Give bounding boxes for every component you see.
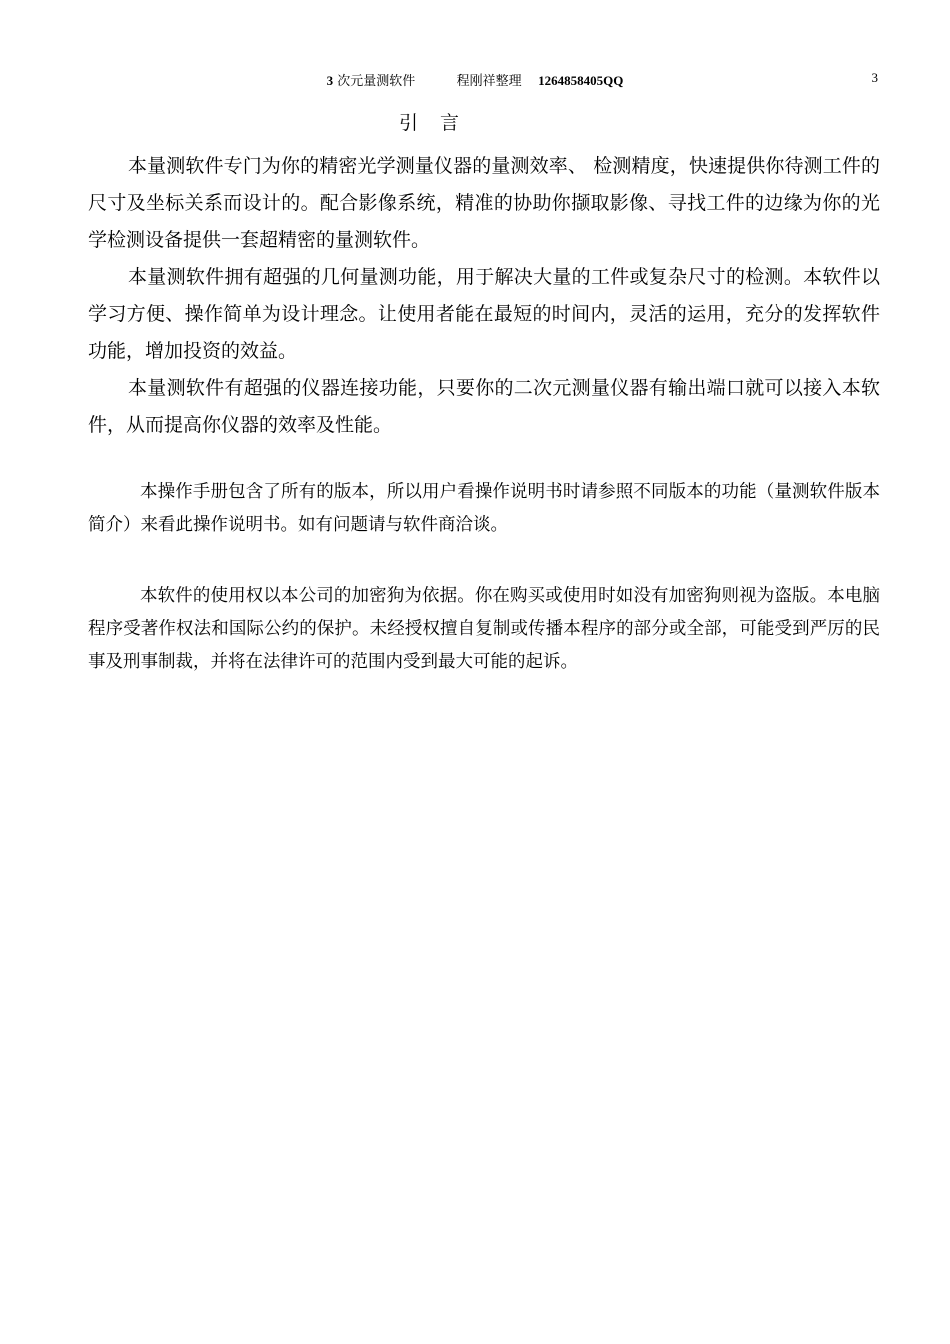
header-contact: 1264858405QQ: [538, 73, 624, 88]
page-number: 3: [871, 70, 878, 85]
license-note: 本软件的使用权以本公司的加密狗为依据。你在购买或使用时如没有加密狗则视为盗版。本电脑程序受著作权法和国际公约的保护。未经授权擅自复制或传播本程序的部分或全部，可能受到严厉的民事及刑事制裁，并将在法律许可的范围内受到最大可能的起诉。: [88, 586, 880, 672]
intro-section: [88, 148, 880, 444]
header-product-name: 次元量测软件: [337, 74, 416, 89]
intro-paragraph: 本量测软件有超强的仪器连接功能，只要你的二次元测量仪器有输出端口就可以接入本软件，从而提高你仪器的效率及性能。: [88, 377, 880, 436]
page-header: [0, 70, 950, 92]
header-compiler: 程刚祥整理: [456, 74, 522, 89]
header-line: [0, 70, 950, 89]
intro-paragraph: 本量测软件拥有超强的几何量测功能，用于解决大量的工件或复杂尺寸的检测。本软件以学习方便、操作简单为设计理念。让使用者能在最短的时间内，灵活的运用，充分的发挥软件功能，增加投资的效益。: [88, 266, 880, 362]
header-version-number: 3: [326, 73, 334, 88]
section-title: 引言: [398, 112, 481, 134]
manual-scope-note: 本操作手册包含了所有的版本，所以用户看操作说明书时请参照不同版本的功能（量测软件版本简介）来看此操作说明书。如有问题请与软件商洽谈。: [88, 482, 880, 535]
intro-paragraph: 本量测软件专门为你的精密光学测量仪器的量测效率、 检测精度，快速提供你待测工件的尺寸及坐标关系而设计的。配合影像系统，精准的协助你撷取影像、寻找工件的边缘为你的光学检测设备提供一套超精密的量测软件。: [88, 155, 880, 251]
